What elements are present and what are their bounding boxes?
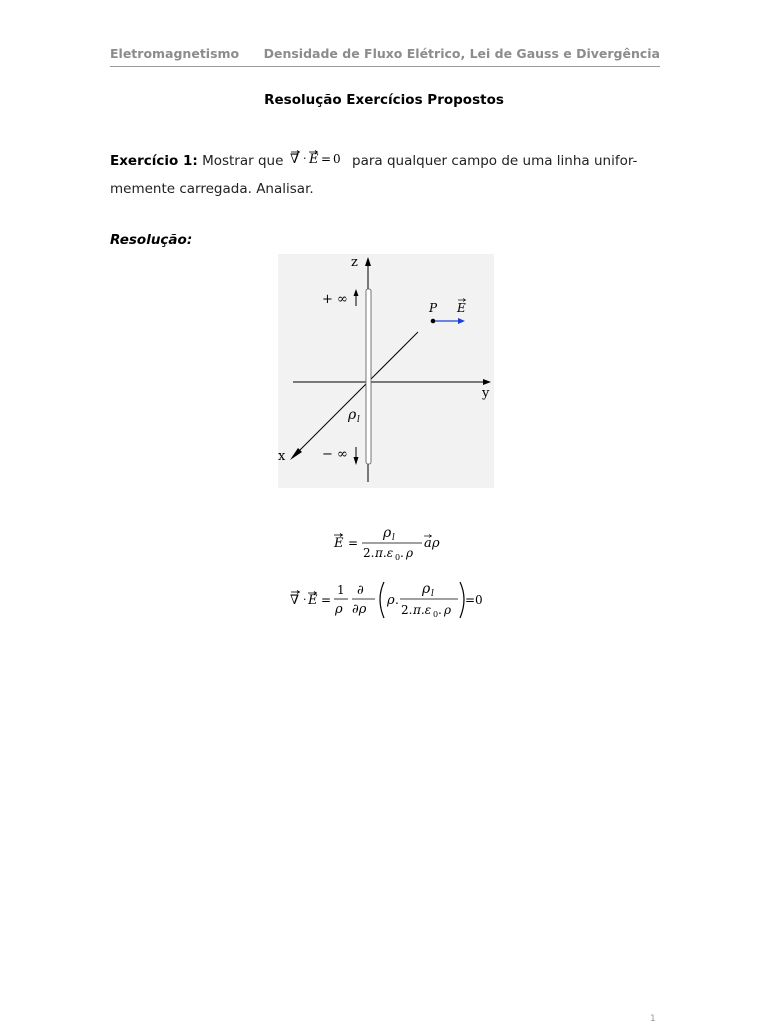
svg-text:=: = bbox=[465, 593, 476, 607]
svg-text:1: 1 bbox=[337, 583, 345, 597]
svg-text:ρ: ρ bbox=[444, 603, 452, 617]
svg-text:·: · bbox=[303, 593, 307, 606]
svg-text:ρ: ρ bbox=[406, 546, 414, 560]
svg-text:2.: 2. bbox=[363, 546, 375, 560]
svg-text:ρ: ρ bbox=[387, 593, 395, 608]
svg-text:π.ε: π.ε bbox=[375, 546, 394, 560]
minus-infinity-label: − ∞ bbox=[322, 447, 348, 462]
exercise-statement bbox=[110, 147, 660, 203]
svg-text:a: a bbox=[424, 536, 432, 551]
svg-text:ρ: ρ bbox=[422, 581, 431, 597]
svg-text:2.: 2. bbox=[401, 603, 413, 617]
svg-text:l: l bbox=[431, 589, 434, 599]
svg-text:·: · bbox=[302, 152, 307, 165]
svg-text:E: E bbox=[308, 152, 319, 167]
z-axis-label: z bbox=[351, 255, 358, 270]
svg-text:0: 0 bbox=[395, 553, 401, 562]
svg-text:=: = bbox=[321, 593, 332, 607]
resolution-label: Resolução: bbox=[110, 232, 193, 248]
svg-text:∂ρ: ∂ρ bbox=[352, 602, 367, 617]
svg-text:ρ: ρ bbox=[383, 525, 392, 541]
svg-text:∂: ∂ bbox=[357, 583, 364, 598]
svg-text:.: . bbox=[438, 603, 442, 617]
rho-l-label: ρ bbox=[348, 407, 357, 423]
page-header bbox=[110, 44, 660, 67]
svg-text:0: 0 bbox=[332, 152, 341, 166]
svg-text:.: . bbox=[400, 546, 404, 560]
exercise-text-after: para qualquer campo de uma linha unifor- bbox=[352, 153, 638, 169]
svg-text:=: = bbox=[320, 152, 331, 166]
svg-text:ρ: ρ bbox=[432, 536, 440, 551]
div-E-zero-inline bbox=[288, 149, 348, 169]
line-charge-figure bbox=[278, 254, 494, 488]
exercise-line-2: memente carregada. Analisar. bbox=[110, 181, 314, 197]
plus-infinity-label: + ∞ bbox=[322, 292, 348, 307]
svg-text:π.ε: π.ε bbox=[413, 603, 432, 617]
svg-text:E: E bbox=[334, 536, 344, 551]
svg-text:0: 0 bbox=[433, 610, 439, 619]
header-course: Eletromagnetismo bbox=[110, 46, 240, 61]
svg-text:0: 0 bbox=[475, 593, 483, 607]
svg-text:∇: ∇ bbox=[289, 152, 299, 167]
point-P-label: P bbox=[429, 301, 438, 315]
svg-text:l: l bbox=[357, 415, 360, 425]
equation-divergence-zero bbox=[284, 574, 484, 630]
svg-text:l: l bbox=[392, 533, 395, 543]
page-number: 1 bbox=[650, 1014, 656, 1024]
y-axis-label: y bbox=[482, 386, 490, 401]
x-axis-label: x bbox=[278, 449, 286, 464]
equation-field-line-charge bbox=[320, 522, 450, 568]
svg-text:.: . bbox=[395, 593, 399, 607]
svg-text:E: E bbox=[308, 593, 318, 608]
svg-text:ρ: ρ bbox=[335, 602, 343, 617]
svg-text:=: = bbox=[348, 536, 359, 550]
exercise-label: Exercício 1: bbox=[110, 153, 198, 169]
svg-text:∇: ∇ bbox=[290, 593, 300, 608]
header-topic: Densidade de Fluxo Elétrico, Lei de Gauss e Divergência bbox=[263, 46, 660, 61]
page-title: Resolução Exercícios Propostos bbox=[264, 92, 504, 108]
field-E-label: E bbox=[457, 301, 466, 315]
exercise-text-before: Mostrar que bbox=[202, 153, 284, 169]
